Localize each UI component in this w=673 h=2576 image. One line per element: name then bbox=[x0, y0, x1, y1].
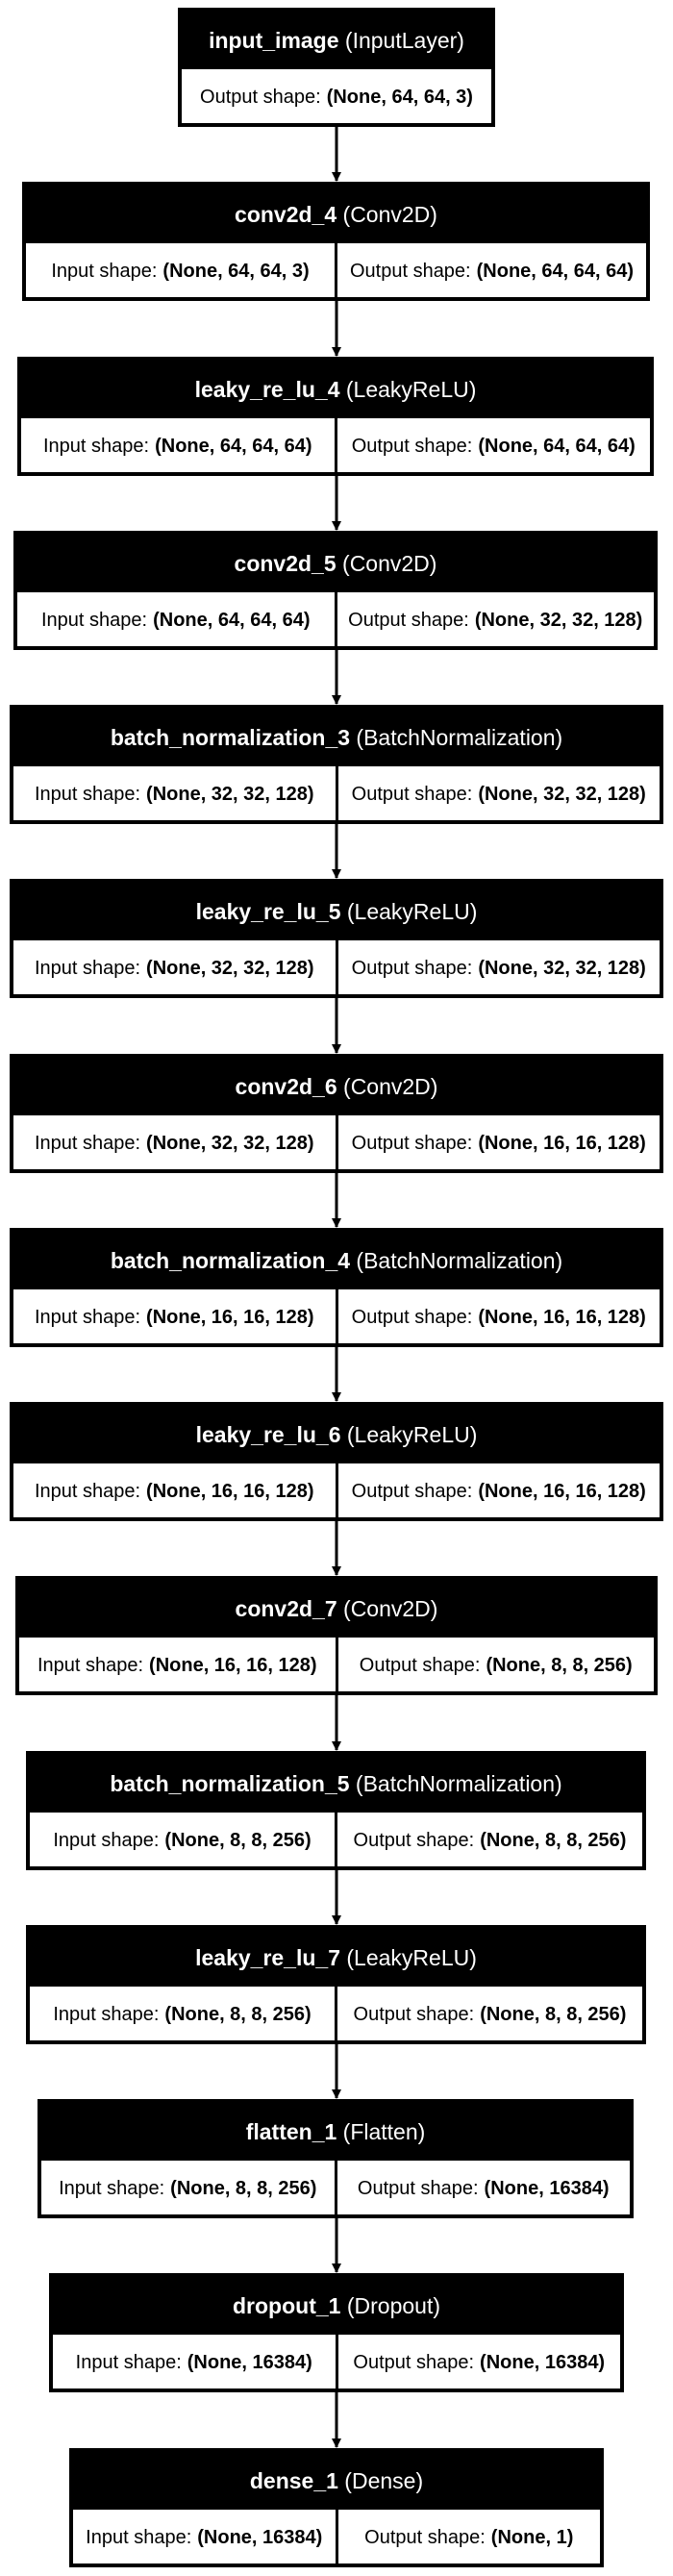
layer-node-conv2d_5 bbox=[13, 531, 658, 650]
input-shape-value: (None, 64, 64, 3) bbox=[162, 260, 310, 282]
layer-shapes-row bbox=[13, 766, 660, 822]
layer-header bbox=[30, 1755, 642, 1813]
layer-shapes-row bbox=[13, 940, 660, 996]
layer-name: leaky_re_lu_6 bbox=[195, 1422, 341, 1447]
output-shape-cell bbox=[336, 2510, 601, 2565]
input-shape-value: (None, 16, 16, 128) bbox=[149, 1654, 317, 1676]
input-shape-cell bbox=[30, 1813, 335, 1868]
output-shape-cell bbox=[335, 592, 655, 648]
input-shape-label: Input shape: bbox=[34, 1132, 141, 1154]
layer-node-flatten_1 bbox=[37, 2099, 634, 2218]
output-shape-label: Output shape: bbox=[351, 1480, 473, 1502]
layer-type: (LeakyReLU) bbox=[340, 1422, 478, 1447]
layer-header bbox=[26, 186, 646, 243]
layer-name: flatten_1 bbox=[245, 2119, 337, 2144]
input-shape-cell bbox=[73, 2510, 336, 2565]
input-shape-label: Input shape: bbox=[51, 260, 158, 282]
input-shape-value: (None, 16384) bbox=[197, 2526, 323, 2548]
input-shape-label: Input shape: bbox=[75, 2351, 182, 2373]
output-shape-label: Output shape: bbox=[351, 1132, 473, 1154]
layer-name: leaky_re_lu_5 bbox=[195, 899, 341, 924]
output-shape-value: (None, 64, 64, 3) bbox=[326, 86, 473, 108]
output-shape-value: (None, 16, 16, 128) bbox=[478, 1480, 646, 1502]
layer-name: batch_normalization_4 bbox=[110, 1248, 351, 1273]
input-shape-label: Input shape: bbox=[59, 2177, 165, 2199]
output-shape-cell bbox=[182, 69, 491, 125]
layer-shapes-row bbox=[30, 1987, 642, 2042]
layer-header bbox=[17, 535, 654, 592]
layer-shapes-row bbox=[26, 243, 646, 299]
layer-type: (LeakyReLU) bbox=[339, 377, 477, 402]
output-shape-cell bbox=[335, 243, 646, 299]
output-shape-cell bbox=[336, 1638, 655, 1693]
layer-shapes-row bbox=[13, 1115, 660, 1171]
input-shape-label: Input shape: bbox=[53, 1829, 160, 1851]
output-shape-label: Output shape: bbox=[359, 1654, 481, 1676]
layer-node-batch_normalization_4 bbox=[10, 1228, 663, 1347]
layer-shapes-row bbox=[30, 1813, 642, 1868]
output-shape-label: Output shape: bbox=[351, 783, 473, 805]
layer-name: input_image bbox=[209, 28, 339, 53]
input-shape-label: Input shape: bbox=[37, 1654, 144, 1676]
input-shape-label: Input shape: bbox=[41, 609, 148, 631]
input-shape-cell bbox=[17, 592, 335, 648]
layer-name: conv2d_4 bbox=[235, 202, 337, 227]
layer-node-leaky_re_lu_5 bbox=[10, 879, 663, 998]
input-shape-value: (None, 32, 32, 128) bbox=[146, 957, 314, 979]
layer-header bbox=[73, 2452, 600, 2510]
input-shape-label: Input shape: bbox=[34, 783, 141, 805]
output-shape-label: Output shape: bbox=[351, 435, 473, 457]
output-shape-label: Output shape: bbox=[349, 260, 471, 282]
output-shape-value: (None, 64, 64, 64) bbox=[478, 435, 636, 457]
output-shape-cell bbox=[336, 1289, 661, 1345]
layer-type: (LeakyReLU) bbox=[340, 1945, 477, 1970]
layer-node-input_image bbox=[178, 8, 495, 127]
input-shape-label: Input shape: bbox=[34, 1480, 141, 1502]
input-shape-value: (None, 16384) bbox=[187, 2351, 312, 2373]
layer-name: batch_normalization_5 bbox=[110, 1771, 350, 1796]
layer-header bbox=[13, 1232, 660, 1289]
layer-header bbox=[182, 12, 491, 69]
output-shape-value: (None, 32, 32, 128) bbox=[478, 783, 646, 805]
output-shape-cell bbox=[335, 2161, 631, 2216]
input-shape-value: (None, 32, 32, 128) bbox=[146, 1132, 314, 1154]
layer-header bbox=[13, 1058, 660, 1115]
layer-header bbox=[21, 361, 650, 418]
layer-shapes-row bbox=[73, 2510, 600, 2565]
output-shape-value: (None, 16, 16, 128) bbox=[478, 1132, 646, 1154]
output-shape-value: (None, 64, 64, 64) bbox=[476, 260, 635, 282]
layer-type: (LeakyReLU) bbox=[340, 899, 478, 924]
input-shape-value: (None, 16, 16, 128) bbox=[146, 1306, 314, 1328]
input-shape-label: Input shape: bbox=[53, 2003, 160, 2025]
input-shape-cell bbox=[21, 418, 335, 474]
layer-node-leaky_re_lu_7 bbox=[26, 1925, 646, 2044]
output-shape-value: (None, 32, 32, 128) bbox=[474, 609, 643, 631]
input-shape-cell bbox=[30, 1987, 335, 2042]
layer-type: (Dropout) bbox=[340, 2293, 440, 2318]
layer-shapes-row bbox=[17, 592, 654, 648]
input-shape-cell bbox=[26, 243, 335, 299]
input-shape-value: (None, 8, 8, 256) bbox=[170, 2177, 317, 2199]
layer-name: leaky_re_lu_7 bbox=[195, 1945, 340, 1970]
input-shape-value: (None, 8, 8, 256) bbox=[164, 2003, 312, 2025]
output-shape-label: Output shape: bbox=[357, 2177, 479, 2199]
output-shape-label: Output shape: bbox=[364, 2526, 486, 2548]
output-shape-value: (None, 32, 32, 128) bbox=[478, 957, 646, 979]
input-shape-value: (None, 64, 64, 64) bbox=[153, 609, 311, 631]
layer-name: dense_1 bbox=[249, 2468, 338, 2493]
input-shape-value: (None, 8, 8, 256) bbox=[164, 1829, 312, 1851]
layer-shapes-row bbox=[13, 1463, 660, 1519]
input-shape-cell bbox=[13, 1289, 336, 1345]
layer-shapes-row bbox=[13, 1289, 660, 1345]
layer-type: (Flatten) bbox=[336, 2119, 426, 2144]
input-shape-label: Input shape: bbox=[34, 1306, 141, 1328]
layer-header bbox=[13, 709, 660, 766]
layer-node-dropout_1 bbox=[49, 2273, 624, 2392]
output-shape-value: (None, 16384) bbox=[480, 2351, 606, 2373]
output-shape-value: (None, 8, 8, 256) bbox=[486, 1654, 633, 1676]
layer-header bbox=[41, 2103, 630, 2161]
input-shape-label: Input shape: bbox=[86, 2526, 192, 2548]
layer-node-conv2d_4 bbox=[22, 182, 650, 301]
input-shape-cell bbox=[19, 1638, 336, 1693]
output-shape-value: (None, 16, 16, 128) bbox=[478, 1306, 646, 1328]
layer-type: (Conv2D) bbox=[336, 1596, 438, 1621]
output-shape-cell bbox=[335, 1813, 642, 1868]
layer-node-dense_1 bbox=[69, 2448, 604, 2567]
input-shape-cell bbox=[13, 766, 336, 822]
layer-type: (InputLayer) bbox=[338, 28, 464, 53]
layer-name: batch_normalization_3 bbox=[110, 725, 351, 750]
output-shape-label: Output shape: bbox=[353, 2351, 475, 2373]
output-shape-label: Output shape: bbox=[351, 1306, 473, 1328]
layer-shapes-row bbox=[41, 2161, 630, 2216]
input-shape-cell bbox=[13, 1463, 336, 1519]
output-shape-label: Output shape: bbox=[200, 86, 321, 108]
layer-type: (BatchNormalization) bbox=[349, 1771, 562, 1796]
layer-node-conv2d_6 bbox=[10, 1054, 663, 1173]
output-shape-cell bbox=[336, 766, 661, 822]
input-shape-value: (None, 64, 64, 64) bbox=[155, 435, 312, 457]
input-shape-label: Input shape: bbox=[34, 957, 141, 979]
layer-node-batch_normalization_5 bbox=[26, 1751, 646, 1870]
input-shape-cell bbox=[53, 2335, 336, 2390]
layer-type: (Conv2D) bbox=[336, 551, 437, 576]
output-shape-label: Output shape: bbox=[348, 609, 469, 631]
output-shape-label: Output shape: bbox=[353, 1829, 475, 1851]
layer-header bbox=[53, 2277, 620, 2335]
output-shape-cell bbox=[336, 1115, 661, 1171]
output-shape-cell bbox=[336, 940, 661, 996]
layer-header bbox=[19, 1580, 654, 1638]
output-shape-value: (None, 8, 8, 256) bbox=[480, 2003, 627, 2025]
layer-shapes-row bbox=[19, 1638, 654, 1693]
input-shape-cell bbox=[13, 940, 336, 996]
layer-node-leaky_re_lu_6 bbox=[10, 1402, 663, 1521]
output-shape-value: (None, 1) bbox=[490, 2526, 574, 2548]
layer-type: (Conv2D) bbox=[336, 1074, 438, 1099]
layer-header bbox=[13, 883, 660, 940]
output-shape-cell bbox=[335, 1987, 642, 2042]
layer-node-leaky_re_lu_4 bbox=[17, 357, 654, 476]
input-shape-cell bbox=[41, 2161, 335, 2216]
layer-name: conv2d_6 bbox=[235, 1074, 337, 1099]
output-shape-label: Output shape: bbox=[351, 957, 473, 979]
input-shape-value: (None, 32, 32, 128) bbox=[146, 783, 314, 805]
layer-name: leaky_re_lu_4 bbox=[194, 377, 340, 402]
layer-type: (Conv2D) bbox=[336, 202, 437, 227]
output-shape-cell bbox=[336, 1463, 661, 1519]
output-shape-cell bbox=[336, 2335, 621, 2390]
input-shape-cell bbox=[13, 1115, 336, 1171]
layer-name: conv2d_7 bbox=[235, 1596, 337, 1621]
output-shape-value: (None, 8, 8, 256) bbox=[480, 1829, 627, 1851]
layer-name: conv2d_5 bbox=[234, 551, 336, 576]
input-shape-label: Input shape: bbox=[43, 435, 150, 457]
layer-type: (BatchNormalization) bbox=[350, 725, 563, 750]
layer-shapes-row bbox=[21, 418, 650, 474]
layer-shapes-row bbox=[182, 69, 491, 125]
output-shape-value: (None, 16384) bbox=[484, 2177, 610, 2199]
layer-type: (BatchNormalization) bbox=[350, 1248, 563, 1273]
input-shape-value: (None, 16, 16, 128) bbox=[146, 1480, 314, 1502]
layer-type: (Dense) bbox=[337, 2468, 424, 2493]
layer-header bbox=[13, 1406, 660, 1463]
layer-node-conv2d_7 bbox=[15, 1576, 658, 1695]
layer-node-batch_normalization_3 bbox=[10, 705, 663, 824]
output-shape-cell bbox=[335, 418, 651, 474]
layer-header bbox=[30, 1929, 642, 1987]
layer-shapes-row bbox=[53, 2335, 620, 2390]
output-shape-label: Output shape: bbox=[353, 2003, 475, 2025]
layer-name: dropout_1 bbox=[233, 2293, 341, 2318]
